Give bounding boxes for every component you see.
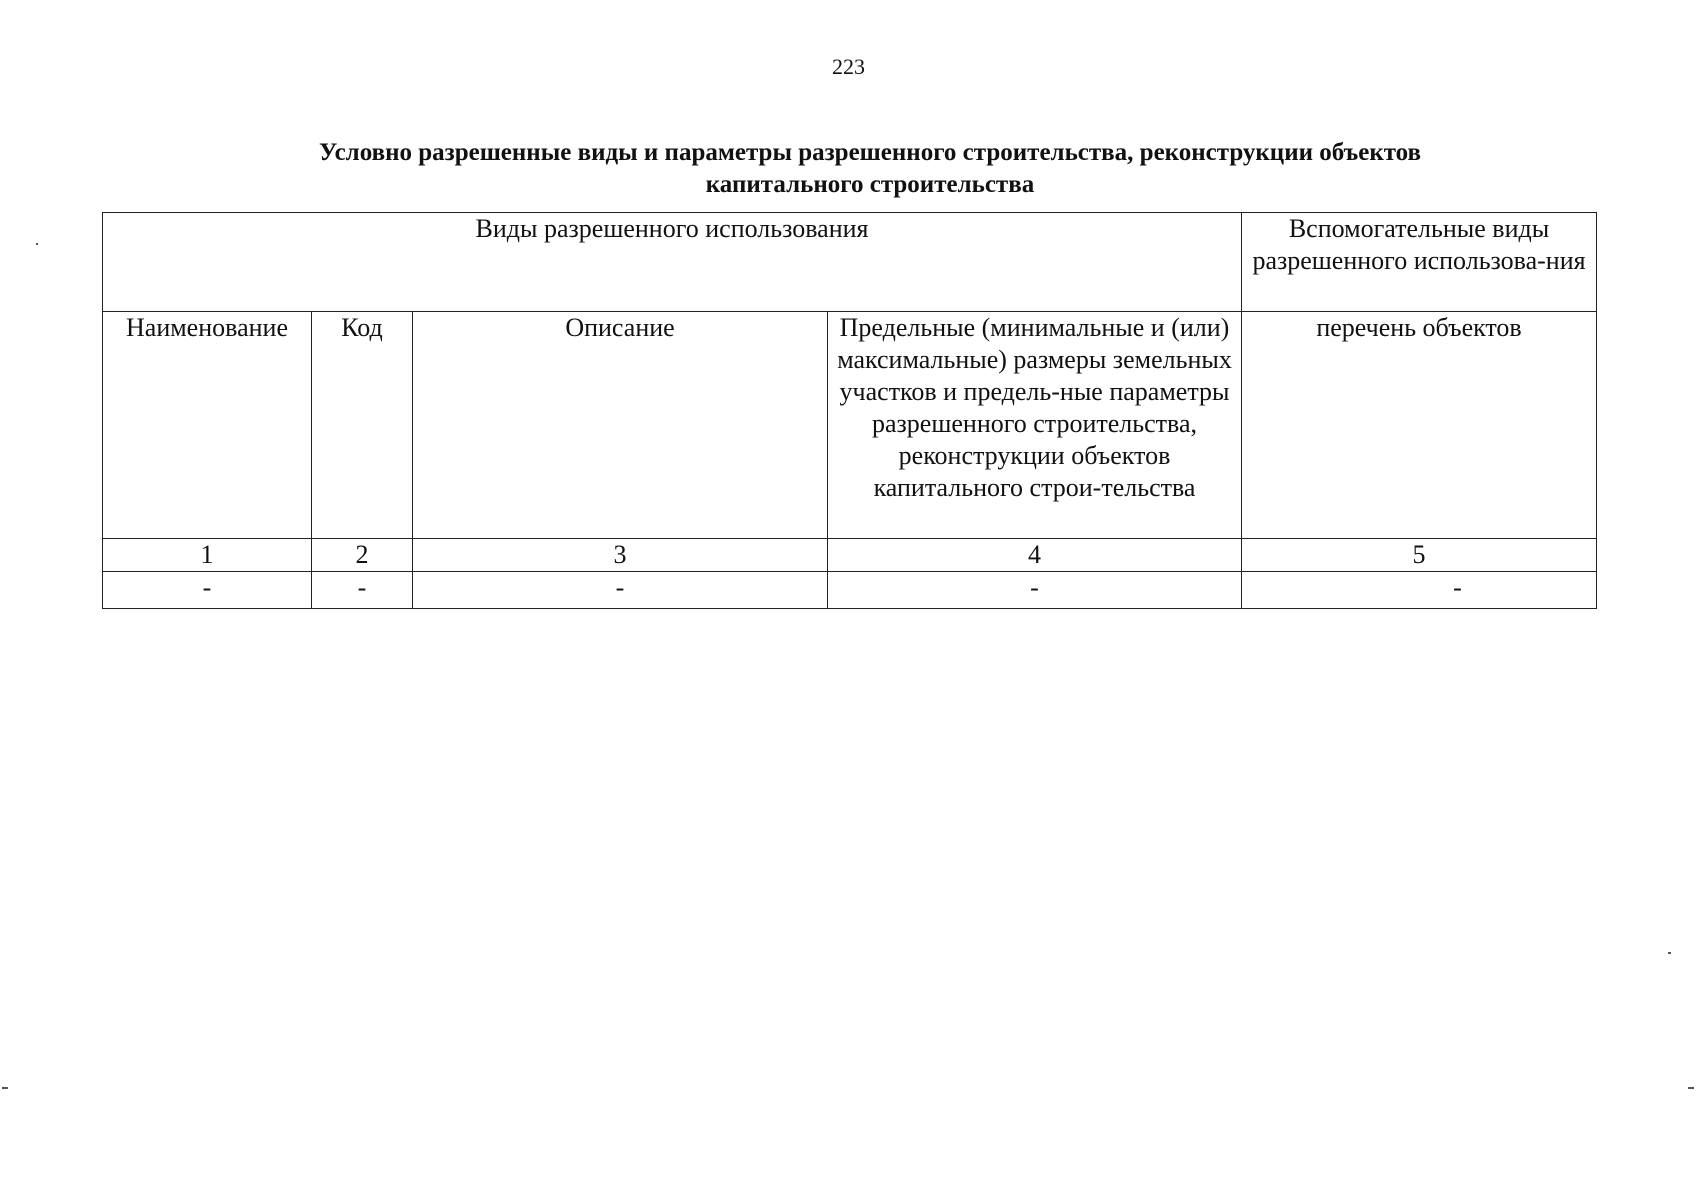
- table-row: [103, 572, 1597, 609]
- scan-mark: [1688, 1087, 1694, 1089]
- table-column-number-row: [103, 539, 1597, 572]
- page-number: 223: [832, 54, 865, 79]
- column-number-2: 2: [312, 539, 413, 572]
- document-title-line-2: капитального строительства: [705, 171, 1035, 198]
- group-header-main: Виды разрешенного использования: [103, 213, 1242, 312]
- table-cell-name: -: [103, 572, 312, 609]
- table-cell-description: -: [413, 572, 828, 609]
- column-number-1: 1: [103, 539, 312, 572]
- column-number-3: 3: [413, 539, 828, 572]
- column-header-code: Код: [312, 312, 413, 539]
- table-group-header-row: [103, 213, 1597, 312]
- column-header-name: Наименование: [103, 312, 312, 539]
- scan-mark: [36, 243, 38, 245]
- column-header-parameters: Предельные (минимальные и (или) максимальные) размеры земельных участков и предель-ные параметры разрешенного строительства, реконструкции объектов капитального строи-тельства: [828, 312, 1242, 539]
- table-cell-code: -: [312, 572, 413, 609]
- zoning-table: [102, 212, 1597, 609]
- table-cell-parameters: -: [828, 572, 1242, 609]
- column-header-description: Описание: [413, 312, 828, 539]
- group-header-auxiliary: Вспомогательные виды разрешенного использова-ния: [1242, 213, 1597, 312]
- document-title-line-1: Условно разрешенные виды и параметры разрешенного строительства, реконструкции объектов: [318, 139, 1422, 166]
- column-header-object-list: перечень объектов: [1242, 312, 1597, 539]
- scan-mark: [1668, 952, 1671, 954]
- column-number-5: 5: [1242, 539, 1597, 572]
- document-title: [150, 137, 1590, 201]
- column-number-4: 4: [828, 539, 1242, 572]
- table-cell-object-list: -: [1242, 572, 1597, 609]
- table-column-header-row: [103, 312, 1597, 539]
- scan-mark: [2, 1087, 8, 1089]
